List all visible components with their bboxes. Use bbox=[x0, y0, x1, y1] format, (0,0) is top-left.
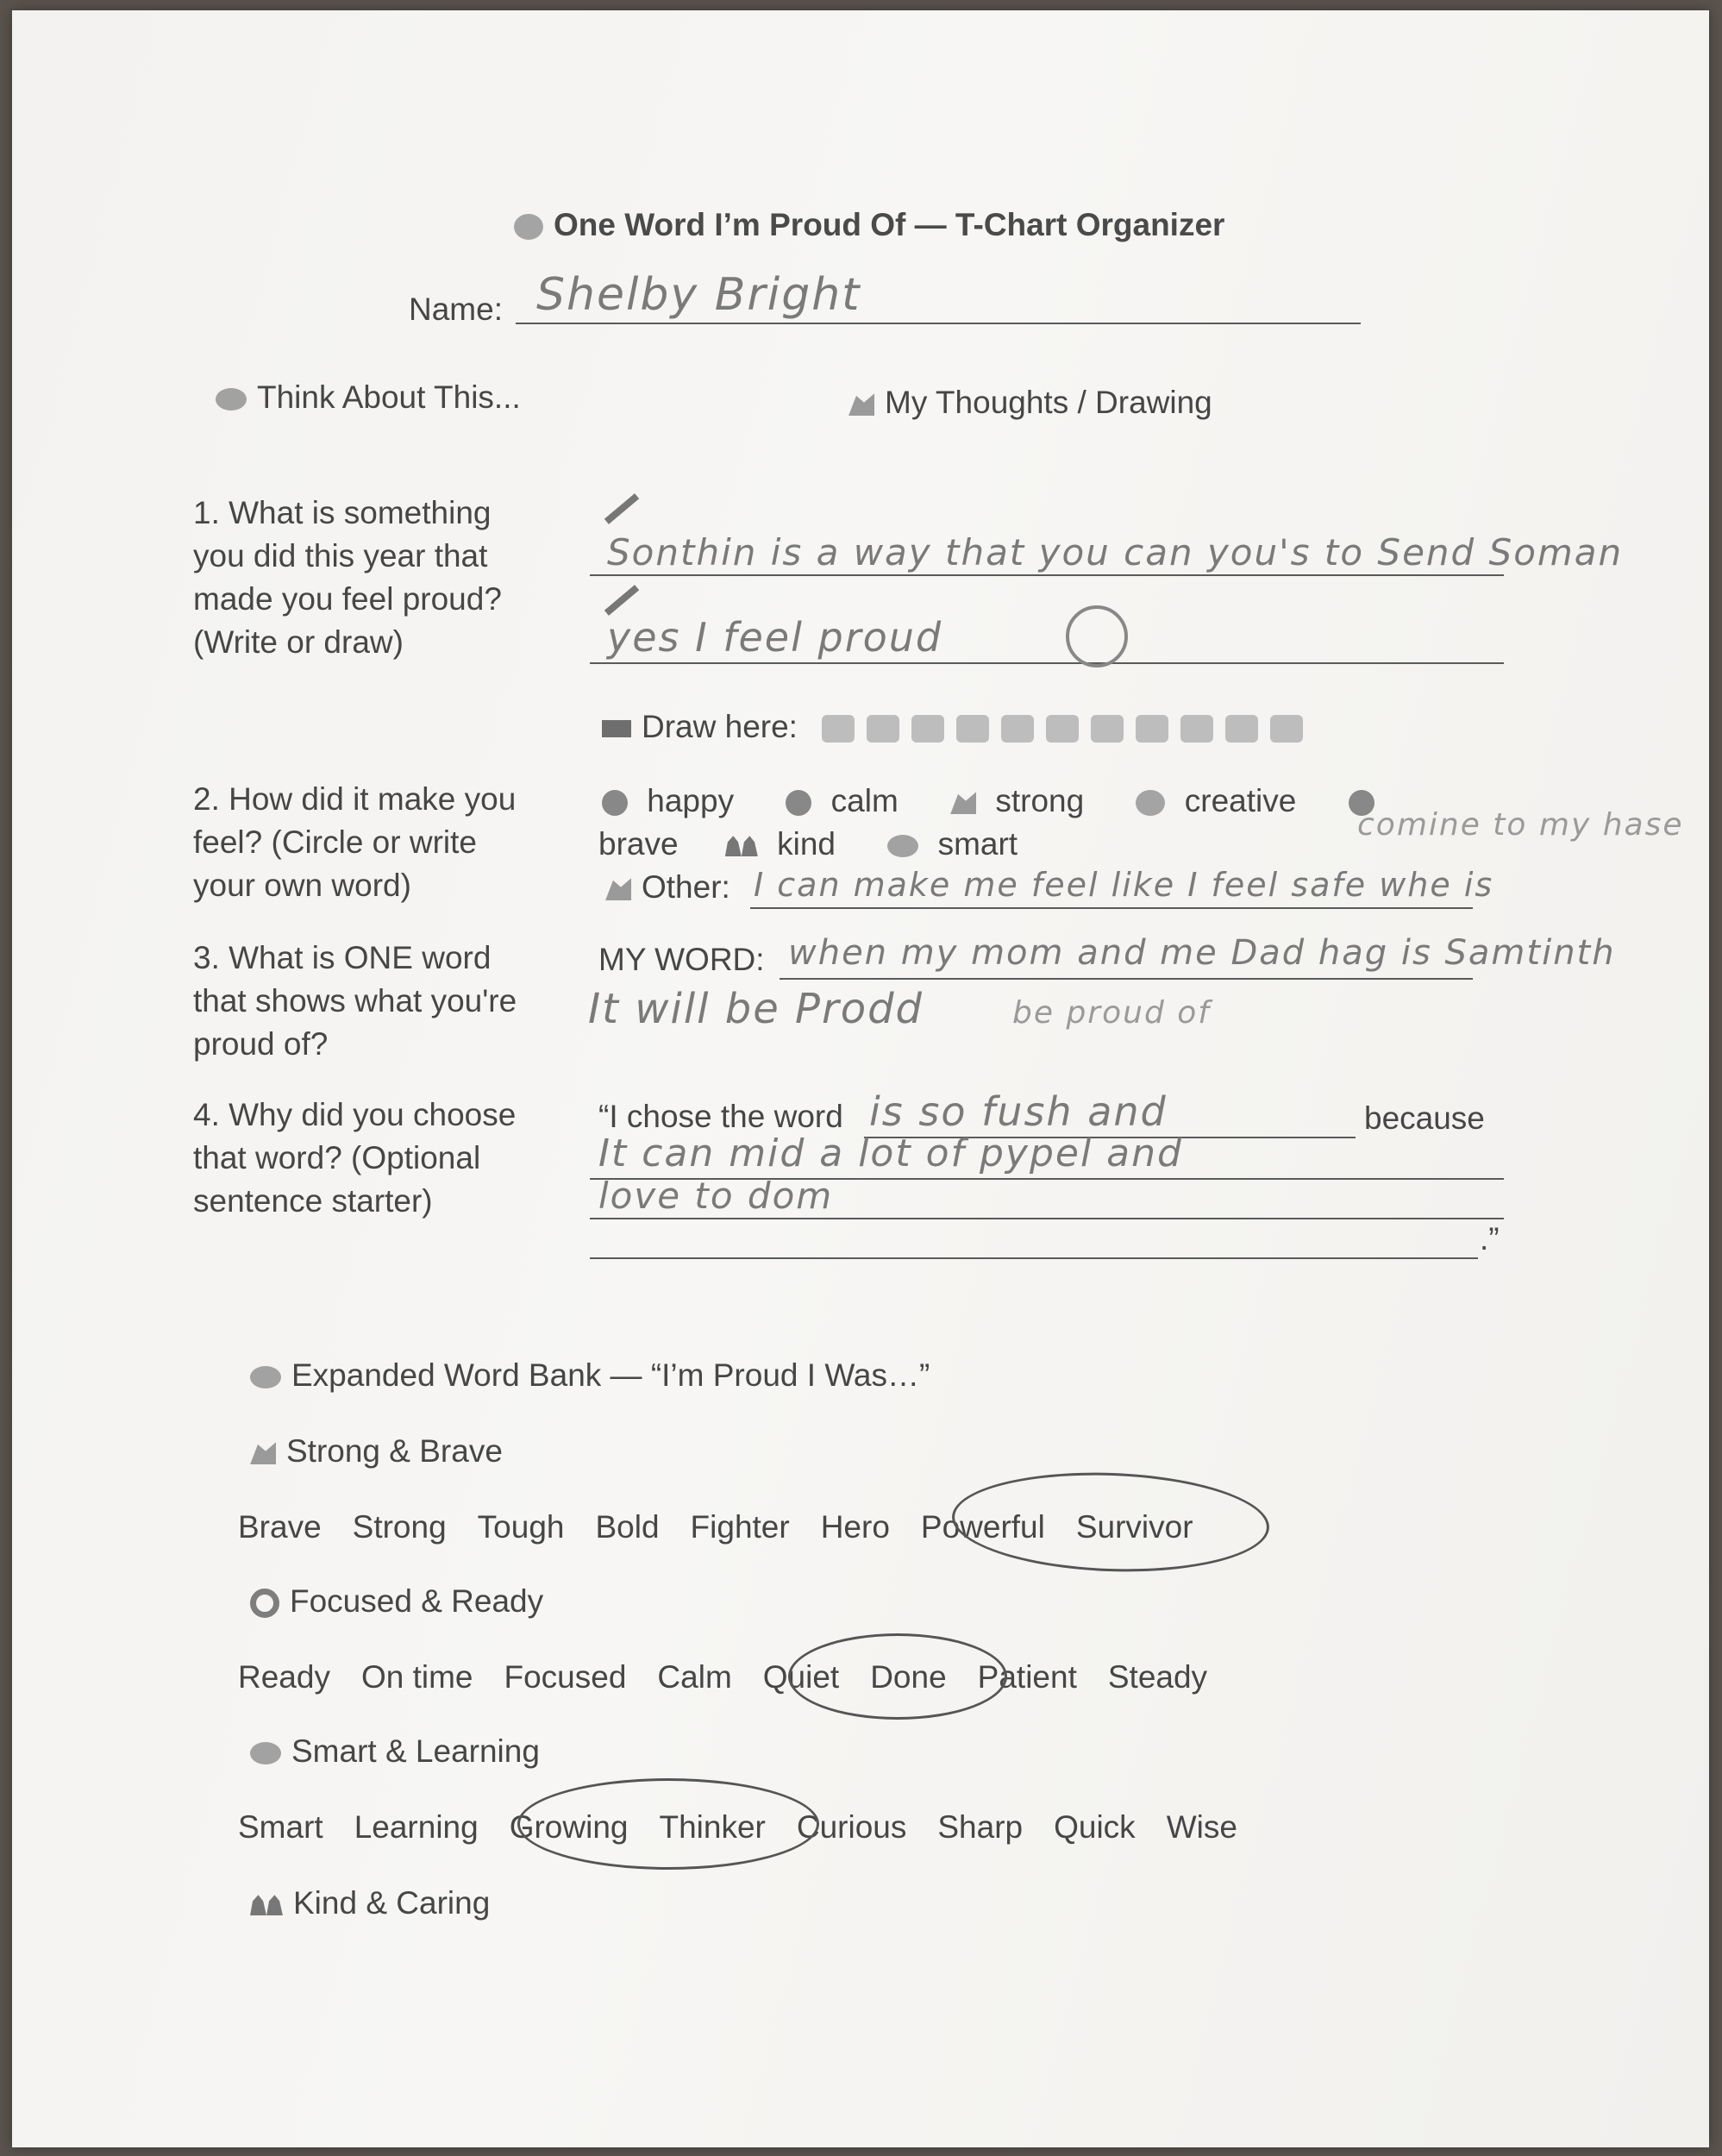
option-smart[interactable]: smart bbox=[937, 826, 1018, 862]
word-fighter[interactable]: Fighter bbox=[690, 1509, 790, 1545]
worksheet-page bbox=[12, 10, 1709, 2147]
flexed-arm-icon bbox=[250, 1442, 276, 1464]
word-thinker[interactable]: Thinker bbox=[659, 1809, 766, 1845]
word-on-time[interactable]: On time bbox=[360, 1659, 473, 1695]
feeling-options-row-1 bbox=[602, 783, 1374, 819]
worksheet-title: One Word I’m Proud Of — T-Chart Organizer bbox=[514, 207, 1224, 243]
sun-drawing-icon bbox=[1066, 605, 1128, 667]
brain-icon bbox=[250, 1742, 281, 1764]
q1-answer-1: Sonthin is a way that you can you's to Send Soman bbox=[607, 531, 1624, 573]
my-word-line[interactable] bbox=[780, 978, 1473, 980]
drawing-area-icon[interactable] bbox=[1270, 715, 1303, 743]
drawing-area-icon[interactable] bbox=[1001, 715, 1034, 743]
word-survivor[interactable]: Survivor bbox=[1075, 1509, 1193, 1545]
other-label: Other: bbox=[605, 869, 730, 906]
q1-answer-line-1[interactable] bbox=[590, 574, 1504, 576]
reason-line-2[interactable] bbox=[590, 1218, 1504, 1219]
word-powerful[interactable]: Powerful bbox=[920, 1509, 1045, 1545]
question-4: 4. Why did you choose that word? (Optional sentence starter) bbox=[193, 1097, 517, 1219]
pencil-icon bbox=[604, 585, 639, 616]
word-focused[interactable]: Focused bbox=[504, 1659, 627, 1695]
drawing-area-icon[interactable] bbox=[867, 715, 899, 743]
name-line bbox=[516, 323, 1361, 324]
feeling-options-row-2 bbox=[598, 826, 1018, 862]
target-icon bbox=[250, 1589, 279, 1618]
word-patient[interactable]: Patient bbox=[977, 1659, 1077, 1695]
reason-answer-2: love to dom bbox=[598, 1175, 834, 1217]
drawing-area-icon[interactable] bbox=[822, 715, 855, 743]
circled-words-quiet-done bbox=[788, 1633, 1007, 1720]
name-value: Shelby Bright bbox=[536, 269, 861, 321]
option-brave[interactable]: brave bbox=[598, 826, 679, 862]
word-growing[interactable]: Growing bbox=[509, 1809, 629, 1845]
question-1: 1. What is something you did this year that made you feel proud? (Write or draw) bbox=[193, 495, 502, 660]
closing-quote: .” bbox=[1480, 1221, 1500, 1257]
my-word-answer-faint: be proud of bbox=[1012, 995, 1211, 1031]
calm-face-icon bbox=[786, 790, 811, 816]
chosen-word-answer: is so fush and bbox=[869, 1088, 1168, 1135]
brain-icon bbox=[514, 214, 543, 240]
word-hero[interactable]: Hero bbox=[820, 1509, 890, 1545]
thought-bubble-icon bbox=[216, 388, 247, 411]
drawing-area-icon[interactable] bbox=[1225, 715, 1258, 743]
thought-bubble-icon bbox=[250, 1366, 281, 1388]
drawing-area-icon[interactable] bbox=[1136, 715, 1168, 743]
other-answer: I can make me feel like I feel safe whe is bbox=[754, 866, 1494, 904]
smiley-icon bbox=[602, 790, 628, 816]
option-kind[interactable]: kind bbox=[777, 826, 836, 862]
word-wise[interactable]: Wise bbox=[1166, 1809, 1237, 1845]
sentence-starter: “I chose the word bbox=[598, 1099, 843, 1134]
q1-answer-2: yes I feel proud bbox=[607, 614, 943, 661]
q1-answer-line-2[interactable] bbox=[590, 662, 1504, 664]
word-strong[interactable]: Strong bbox=[352, 1509, 447, 1545]
word-sharp[interactable]: Sharp bbox=[937, 1809, 1024, 1845]
category-focused-ready: Focused & Ready bbox=[250, 1583, 543, 1620]
category-smart-learning: Smart & Learning bbox=[250, 1733, 540, 1770]
writing-hand-icon bbox=[848, 393, 874, 416]
other-answer-line[interactable] bbox=[750, 907, 1473, 909]
word-calm[interactable]: Calm bbox=[657, 1659, 732, 1695]
option-calm[interactable]: calm bbox=[830, 783, 899, 818]
category-kind-caring: Kind & Caring bbox=[250, 1885, 490, 1921]
drawing-area-icon[interactable] bbox=[911, 715, 944, 743]
category-strong-brave: Strong & Brave bbox=[250, 1433, 503, 1470]
name-label: Name: bbox=[409, 291, 503, 327]
word-ready[interactable]: Ready bbox=[238, 1659, 330, 1695]
my-word-label: MY WORD: bbox=[598, 942, 765, 977]
question-2: 2. How did it make you feel? (Circle or write your own word) bbox=[193, 781, 517, 903]
reason-line-3[interactable] bbox=[590, 1257, 1478, 1259]
word-learning[interactable]: Learning bbox=[354, 1809, 479, 1845]
draw-here-row: Draw here: bbox=[602, 709, 1315, 745]
my-word-answer: when my mom and me Dad hag is Samtinth bbox=[788, 933, 1616, 973]
word-quick[interactable]: Quick bbox=[1054, 1809, 1136, 1845]
flexed-arm-icon bbox=[950, 792, 976, 814]
word-done[interactable]: Done bbox=[870, 1659, 947, 1695]
word-row-focused-ready bbox=[238, 1659, 1238, 1695]
word-bold[interactable]: Bold bbox=[595, 1509, 660, 1545]
word-curious[interactable]: Curious bbox=[796, 1809, 907, 1845]
drawing-area-icon[interactable] bbox=[1046, 715, 1079, 743]
palette-icon bbox=[1136, 790, 1165, 816]
left-column-header: Think About This... bbox=[216, 379, 521, 416]
word-bank-title: Expanded Word Bank — “I’m Proud I Was…” bbox=[250, 1357, 930, 1394]
option-happy[interactable]: happy bbox=[647, 783, 735, 818]
because-label: because bbox=[1364, 1100, 1485, 1136]
option-strong[interactable]: strong bbox=[995, 783, 1085, 818]
word-brave[interactable]: Brave bbox=[238, 1509, 322, 1545]
question-3: 3. What is ONE word that shows what you're proud of? bbox=[193, 940, 517, 1062]
circled-words-powerful-survivor bbox=[950, 1468, 1271, 1577]
people-icon bbox=[250, 1895, 283, 1915]
drawing-area-icon[interactable] bbox=[1180, 715, 1213, 743]
drawing-area-icon[interactable] bbox=[956, 715, 989, 743]
writing-hand-icon bbox=[605, 878, 631, 900]
people-icon bbox=[725, 836, 758, 856]
right-column-header: My Thoughts / Drawing bbox=[848, 385, 1212, 421]
q2-side-note: comine to my hase bbox=[1357, 807, 1684, 843]
word-quiet[interactable]: Quiet bbox=[762, 1659, 840, 1695]
word-steady[interactable]: Steady bbox=[1107, 1659, 1208, 1695]
reason-answer-1: It can mid a lot of pypel and bbox=[598, 1131, 1183, 1175]
word-tough[interactable]: Tough bbox=[477, 1509, 565, 1545]
drawing-area-icon[interactable] bbox=[1091, 715, 1124, 743]
circled-words-growing-thinker bbox=[517, 1778, 819, 1870]
option-creative[interactable]: creative bbox=[1184, 783, 1297, 818]
word-smart[interactable]: Smart bbox=[238, 1809, 323, 1845]
my-word-answer-2: It will be Prodd bbox=[588, 985, 924, 1033]
pencil-icon bbox=[604, 493, 639, 524]
brain-icon bbox=[887, 835, 918, 857]
palette-icon bbox=[602, 720, 631, 737]
